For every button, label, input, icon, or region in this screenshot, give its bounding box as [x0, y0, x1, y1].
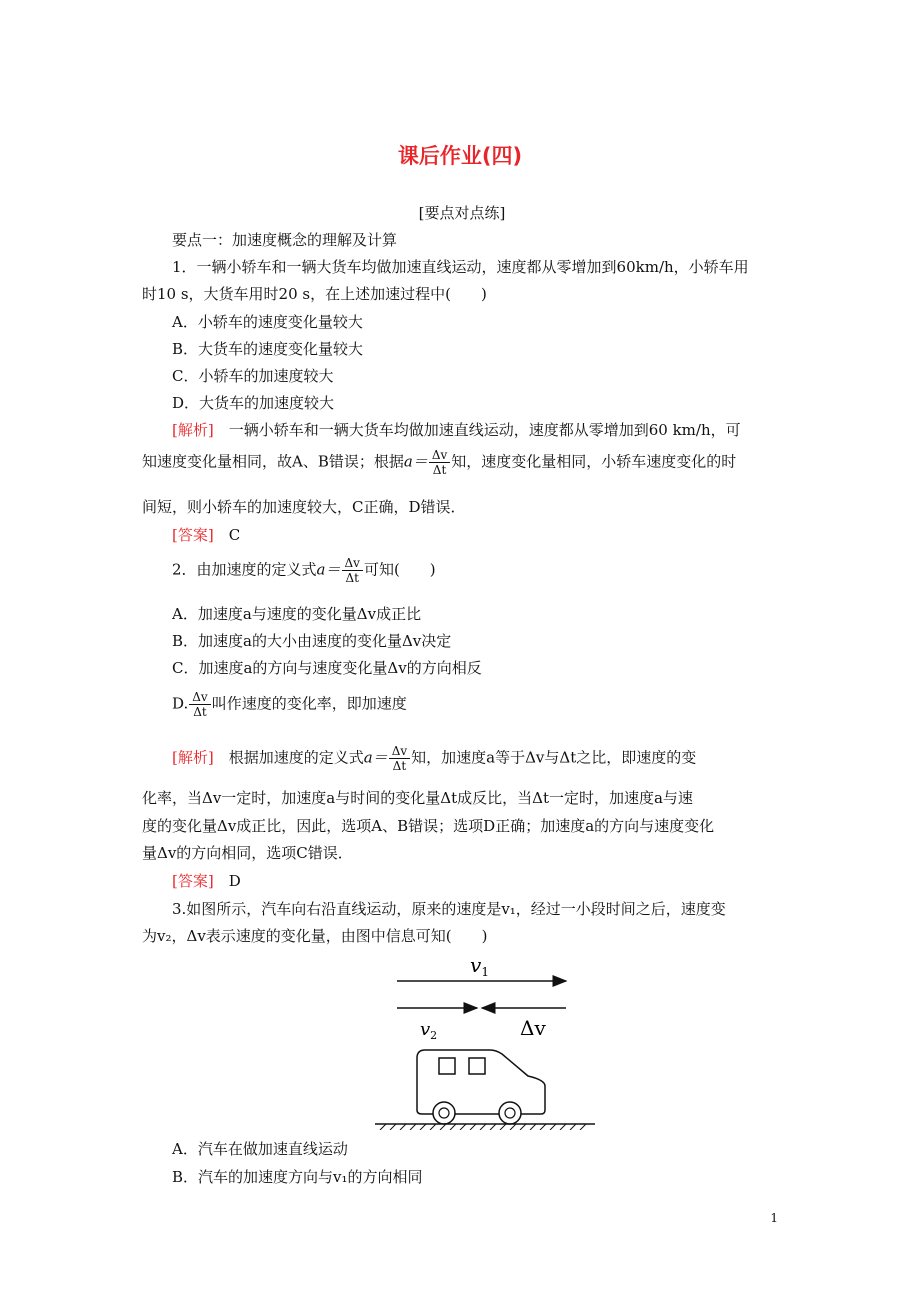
- answer-value: C: [228, 526, 241, 544]
- page-title: 课后作业(四): [397, 144, 523, 168]
- q2-option-b: B．加速度a的大小由速度的变化量Δv决定: [172, 632, 452, 650]
- formula-lhs: a＝: [316, 560, 341, 579]
- analysis-text: 知速度变化量相同，故A、B错误；根据: [142, 452, 404, 471]
- fraction: [342, 556, 363, 585]
- analysis-tag: [解析]: [172, 748, 214, 767]
- q1-option-a: A．小轿车的速度变化量较大: [172, 313, 363, 331]
- v1-label: $v_1$: [470, 953, 489, 979]
- q1-answer: [172, 524, 782, 546]
- v2-label: $v_2$: [420, 1019, 438, 1042]
- car-window: [469, 1058, 485, 1074]
- section-heading: [要点对点练]: [418, 204, 506, 222]
- q2-analysis-line4: 量Δv的方向相同，选项C错误．: [142, 844, 353, 862]
- fraction-numerator: Δv: [429, 448, 450, 463]
- q2-analysis-line1: [172, 744, 782, 773]
- car-window: [439, 1058, 455, 1074]
- analysis-text: 根据加速度的定义式: [213, 748, 364, 767]
- analysis-text: 知，加速度a等于Δv与Δt之比，即速度的变: [411, 748, 697, 767]
- q3-stem-line2: 为v₂，Δv表示速度的变化量，由图中信息可知( ): [142, 927, 488, 945]
- stem-text: 可知( ): [363, 560, 436, 579]
- answer-value: D: [228, 872, 241, 890]
- formula-lhs: a＝: [363, 748, 388, 767]
- q2-option-d: [172, 690, 782, 719]
- q1-option-c: C．小轿车的加速度较大: [172, 367, 334, 385]
- car-velocity-figure: [370, 950, 600, 1130]
- fraction-denominator: Δt: [432, 463, 447, 477]
- page-number: 1: [770, 1211, 778, 1225]
- option-letter: D.: [172, 694, 189, 713]
- q3-stem-line1: 3.如图所示，汽车向右沿直线运动，原来的速度是v₁，经过一小段时间之后，速度变: [172, 900, 726, 918]
- q1-analysis-line1: [172, 419, 782, 441]
- stem-text: 2．由加速度的定义式: [172, 560, 317, 579]
- q2-analysis-line2: 化率，当Δv一定时，加速度a与时间的变化量Δt成反比，当Δt一定时，加速度a与速: [142, 789, 693, 807]
- answer-tag: [答案]: [172, 872, 214, 890]
- q3-option-b: B．汽车的加速度方向与v₁的方向相同: [172, 1168, 423, 1186]
- q2-option-c: C．加速度a的方向与速度变化量Δv的方向相反: [172, 659, 482, 677]
- fraction-numerator: Δv: [389, 744, 410, 759]
- car-wheel: [433, 1102, 455, 1124]
- q1-stem-line1: 1．一辆小轿车和一辆大货车均做加速直线运动，速度都从零增加到60km/h，小轿车用: [172, 258, 749, 276]
- q3-option-a: A．汽车在做加速直线运动: [172, 1140, 348, 1158]
- fraction-denominator: Δt: [392, 759, 407, 773]
- q1-option-b: B．大货车的速度变化量较大: [172, 340, 364, 358]
- fraction: [389, 744, 410, 773]
- ground-hatching: [380, 1124, 586, 1130]
- fraction-denominator: Δt: [193, 705, 207, 719]
- q1-stem-line2: 时10 s，大货车用时20 s，在上述加速过程中( ): [142, 285, 487, 303]
- q1-analysis-line3: 间短，则小轿车的加速度较大，C正确，D错误．: [142, 498, 466, 516]
- q2-analysis-line3: 度的变化量Δv成正比，因此，选项A、B错误；选项D正确；加速度a的方向与速度变化: [142, 817, 715, 835]
- fraction-denominator: Δt: [345, 571, 359, 585]
- key-point-heading: 要点一：加速度概念的理解及计算: [172, 231, 398, 249]
- analysis-tag: [解析]: [172, 421, 214, 439]
- q2-stem: [172, 556, 782, 585]
- q2-answer: [172, 870, 782, 892]
- analysis-text: 一辆小轿车和一辆大货车均做加速直线运动，速度都从零增加到60 km/h，可: [213, 421, 741, 439]
- fraction-numerator: Δv: [189, 690, 210, 705]
- fraction-numerator: Δv: [342, 556, 363, 571]
- q2-option-a: A．加速度a与速度的变化量Δv成正比: [172, 605, 422, 623]
- answer-tag: [答案]: [172, 526, 214, 544]
- q1-option-d: D．大货车的加速度较大: [172, 394, 335, 412]
- q1-analysis-line2: [142, 448, 782, 477]
- fraction: [429, 448, 450, 477]
- fraction: [189, 690, 210, 719]
- car-wheel: [499, 1102, 521, 1124]
- formula-lhs: a＝: [403, 452, 428, 471]
- analysis-text: 知，速度变化量相同，小轿车速度变化的时: [451, 452, 737, 471]
- option-text: 叫作速度的变化率，即加速度: [211, 694, 407, 713]
- delta-v-label: Δv: [520, 1016, 546, 1040]
